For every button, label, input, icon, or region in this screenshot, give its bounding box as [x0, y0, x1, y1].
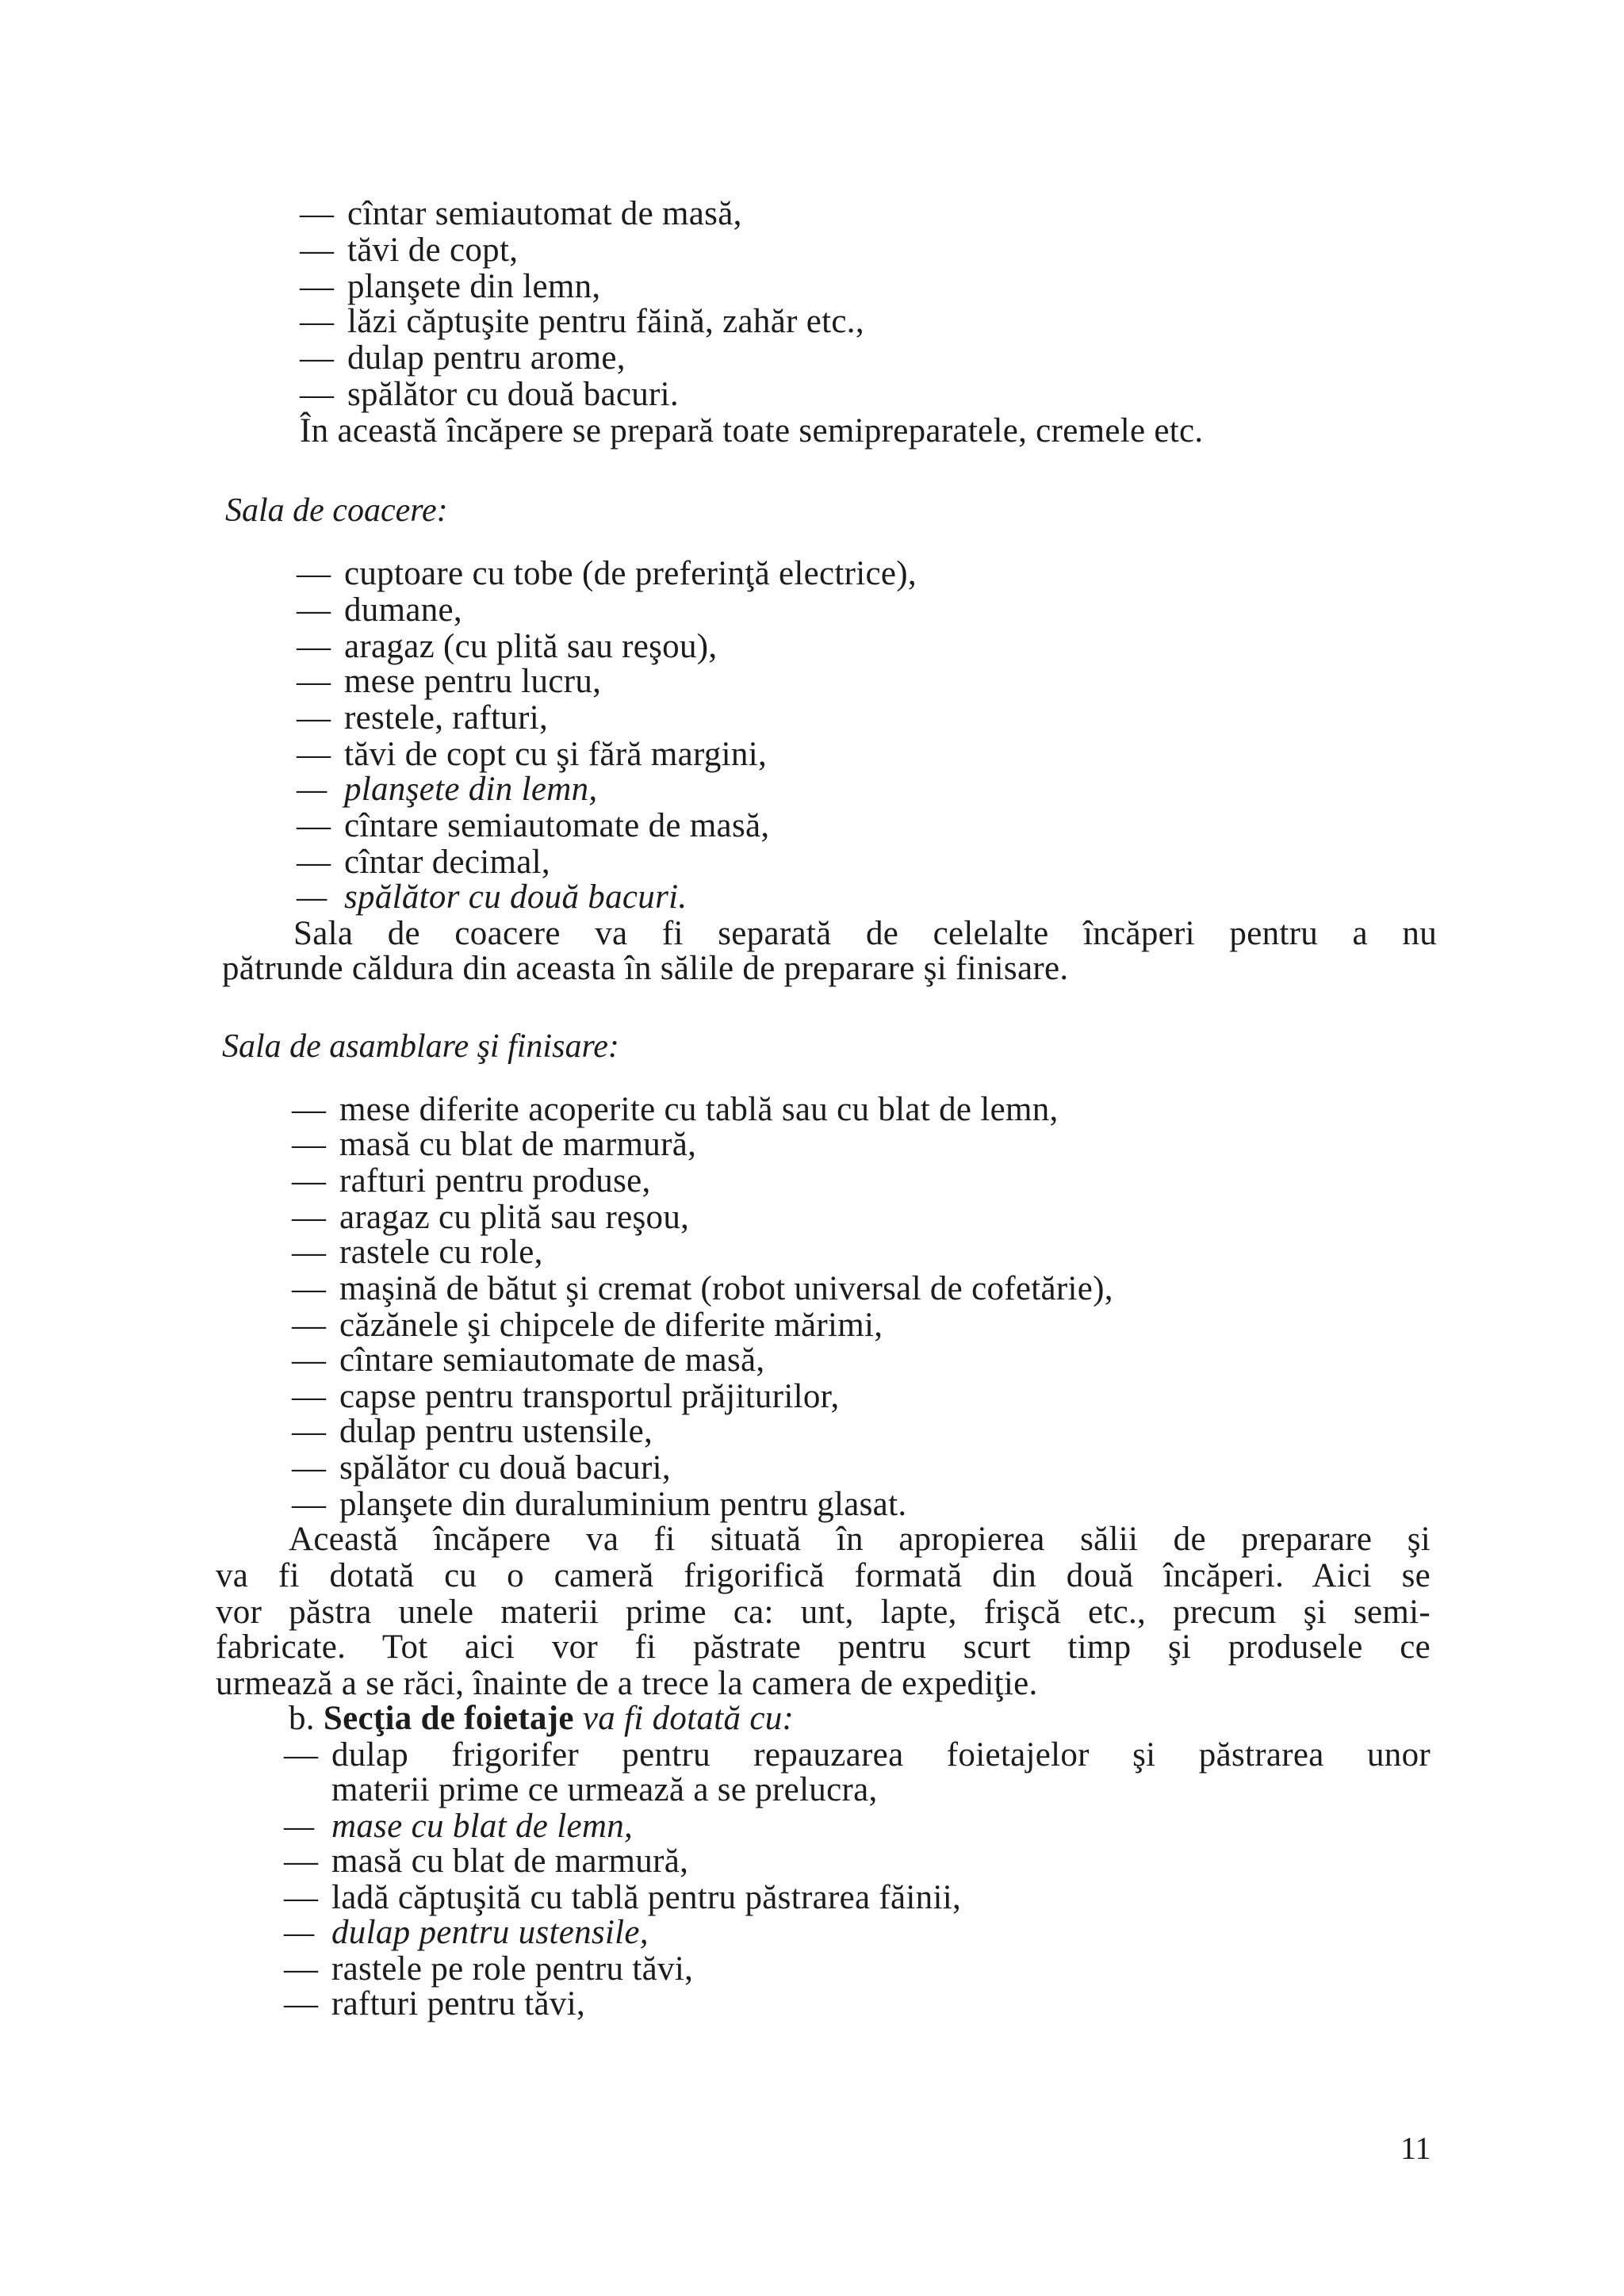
list-item: — cîntar decimal, [297, 844, 550, 881]
paragraph-line: Această încăpere va fi situată în apropierea sălii de preparare şi [289, 1521, 1431, 1558]
paragraph-line: pătrunde căldura din aceasta în sălile de preparare şi finisare. [222, 950, 1069, 987]
paragraph-line: urmează a se răci, înainte de a trece la camera de expediţie. [216, 1665, 1038, 1702]
list-item: — rafturi pentru tăvi, [284, 1985, 586, 2022]
paragraph-line: fabricate. Tot aici vor fi păstrate pentru scurt timp şi produsele ce [216, 1628, 1431, 1666]
list-item: — cîntare semiautomate de masă, [292, 1341, 765, 1379]
paragraph: În această încăpere se prepară toate semipreparatele, cremele etc. [300, 412, 1204, 450]
list-item: — dulap pentru arome, [300, 339, 626, 377]
list-item: — planşete din duraluminium pentru glasat. [292, 1486, 907, 1523]
list-item: — dulap pentru ustensile, [284, 1914, 649, 1951]
page-number: 11 [1400, 2130, 1431, 2166]
paragraph-line: Sala de coacere va fi separată de celelalte încăperi pentru a nu [293, 915, 1437, 952]
list-item: — masă cu blat de marmură, [292, 1126, 697, 1163]
list-item: — dulap pentru ustensile, [292, 1413, 653, 1450]
list-item: — planşete din lemn, [300, 268, 601, 305]
list-item: — mese diferite acoperite cu tablă sau cu blat de lemn, [292, 1091, 1059, 1128]
list-item-continuation: materii prime ce urmează a se prelucra, [331, 1771, 878, 1808]
subsection-heading [289, 1700, 794, 1738]
list-item: — spălător cu două bacuri, [292, 1449, 671, 1487]
paragraph-line: vor păstra unele materii prime ca: unt, lapte, frişcă etc., precum şi semi- [216, 1594, 1431, 1631]
section-heading: Sala de coacere: [225, 492, 448, 529]
subsection-intro: va fi dotată cu: [582, 1700, 795, 1737]
list-item: — rastele pe role pentru tăvi, [284, 1950, 694, 1988]
list-item: — tăvi de copt cu şi fără margini, [297, 736, 767, 773]
list-item: — mase cu blat de lemn, [284, 1808, 634, 1845]
list-item: — ladă căptuşită cu tablă pentru păstrarea făinii, [284, 1879, 962, 1916]
list-item: — spălător cu două bacuri. [300, 376, 679, 413]
section-heading: Sala de asamblare şi finisare: [222, 1028, 619, 1065]
paragraph-line: va fi dotată cu o cameră frigorifică formată din două încăperi. Aici se [216, 1557, 1431, 1594]
subsection-label: b. [289, 1700, 315, 1737]
list-item: — cuptoare cu tobe (de preferinţă electrice), [297, 555, 917, 592]
list-item: — rafturi pentru produse, [292, 1162, 651, 1200]
list-item: — masă cu blat de marmură, [284, 1843, 689, 1880]
list-item: — spălător cu două bacuri. [297, 878, 688, 916]
list-item: — dulap frigorifer pentru repauzarea foietajelor şi păstrarea unor [284, 1736, 1431, 1774]
list-item: — mese pentru lucru, [297, 663, 602, 700]
list-item: — rastele cu role, [292, 1234, 543, 1271]
list-item: — planşete din lemn, [297, 771, 598, 808]
list-item: — lăzi căptuşite pentru făină, zahăr etc., [300, 303, 864, 340]
list-item: — dumane, [297, 591, 462, 629]
list-item: — capse pentru transportul prăjiturilor, [292, 1378, 840, 1415]
list-item: — restele, rafturi, [297, 699, 548, 737]
list-item: — aragaz (cu plită sau reşou), [297, 628, 718, 665]
list-item: — cîntare semiautomate de masă, [297, 807, 770, 844]
list-item: — tăvi de copt, [300, 232, 519, 269]
list-item: — cîntar semiautomat de masă, [300, 195, 742, 232]
subsection-title: Secţia de foietaje [323, 1700, 574, 1737]
list-item: — maşină de bătut şi cremat (robot universal de cofetărie), [292, 1270, 1113, 1307]
list-item: — căzănele şi chipcele de diferite mărimi, [292, 1307, 883, 1344]
list-item: — aragaz cu plită sau reşou, [292, 1199, 690, 1236]
